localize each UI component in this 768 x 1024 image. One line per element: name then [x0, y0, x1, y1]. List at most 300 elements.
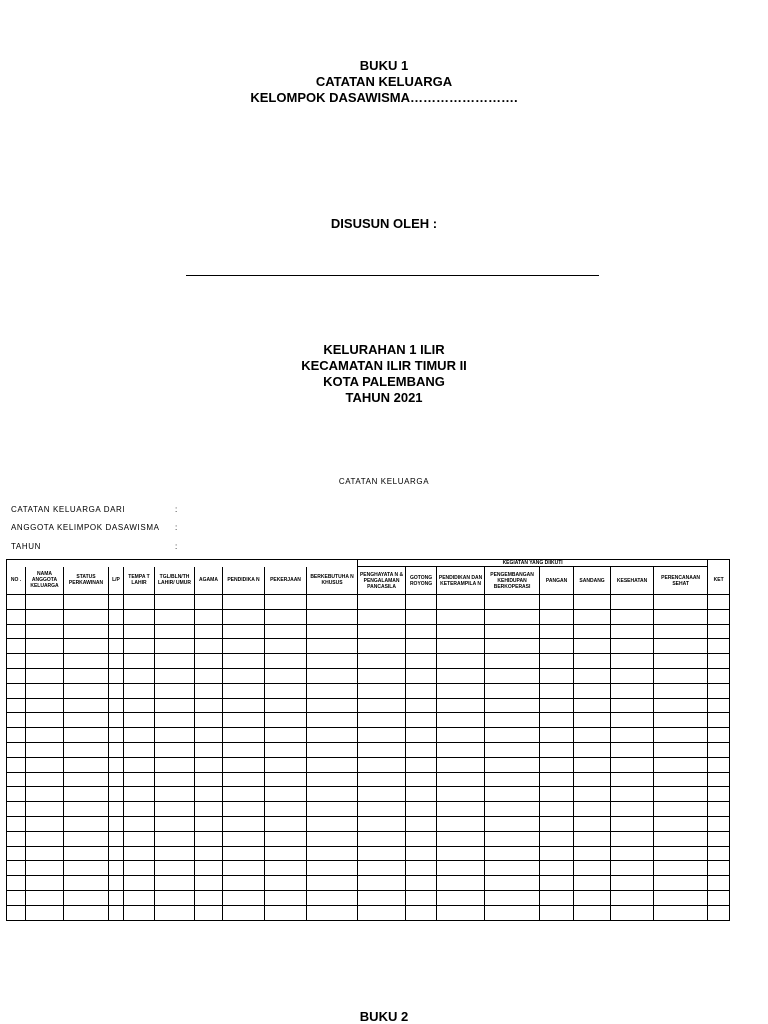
- table-cell[interactable]: [7, 876, 26, 891]
- table-cell[interactable]: [485, 757, 540, 772]
- table-cell[interactable]: [7, 624, 26, 639]
- table-cell[interactable]: [485, 713, 540, 728]
- table-cell[interactable]: [358, 609, 406, 624]
- table-cell[interactable]: [654, 802, 708, 817]
- table-cell[interactable]: [611, 802, 654, 817]
- table-cell[interactable]: [64, 609, 109, 624]
- table-cell[interactable]: [223, 728, 265, 743]
- table-cell[interactable]: [124, 787, 155, 802]
- table-cell[interactable]: [574, 787, 611, 802]
- table-cell[interactable]: [124, 624, 155, 639]
- table-cell[interactable]: [64, 624, 109, 639]
- table-cell[interactable]: [64, 861, 109, 876]
- table-cell[interactable]: [654, 624, 708, 639]
- table-cell[interactable]: [540, 772, 574, 787]
- table-cell[interactable]: [265, 698, 307, 713]
- table-cell[interactable]: [307, 861, 358, 876]
- table-cell[interactable]: [406, 713, 437, 728]
- table-cell[interactable]: [195, 742, 223, 757]
- table-cell[interactable]: [611, 713, 654, 728]
- table-cell[interactable]: [195, 905, 223, 920]
- table-cell[interactable]: [195, 668, 223, 683]
- table-cell[interactable]: [437, 698, 485, 713]
- table-cell[interactable]: [485, 639, 540, 654]
- table-cell[interactable]: [223, 713, 265, 728]
- table-cell[interactable]: [358, 787, 406, 802]
- table-cell[interactable]: [124, 683, 155, 698]
- table-cell[interactable]: [406, 624, 437, 639]
- table-cell[interactable]: [223, 654, 265, 669]
- table-cell[interactable]: [654, 639, 708, 654]
- table-cell[interactable]: [611, 654, 654, 669]
- table-cell[interactable]: [437, 846, 485, 861]
- table-cell[interactable]: [109, 698, 124, 713]
- table-cell[interactable]: [437, 831, 485, 846]
- table-cell[interactable]: [437, 624, 485, 639]
- table-cell[interactable]: [611, 831, 654, 846]
- table-cell[interactable]: [26, 757, 64, 772]
- table-cell[interactable]: [574, 668, 611, 683]
- table-cell[interactable]: [155, 742, 195, 757]
- table-cell[interactable]: [540, 905, 574, 920]
- table-cell[interactable]: [406, 802, 437, 817]
- table-cell[interactable]: [195, 816, 223, 831]
- table-cell[interactable]: [540, 609, 574, 624]
- table-cell[interactable]: [223, 816, 265, 831]
- table-cell[interactable]: [64, 728, 109, 743]
- table-cell[interactable]: [64, 787, 109, 802]
- table-cell[interactable]: [540, 683, 574, 698]
- table-cell[interactable]: [574, 876, 611, 891]
- table-cell[interactable]: [109, 609, 124, 624]
- table-cell[interactable]: [109, 816, 124, 831]
- table-cell[interactable]: [124, 802, 155, 817]
- table-cell[interactable]: [406, 683, 437, 698]
- table-cell[interactable]: [574, 639, 611, 654]
- table-cell[interactable]: [485, 787, 540, 802]
- table-cell[interactable]: [26, 713, 64, 728]
- table-cell[interactable]: [7, 698, 26, 713]
- table-cell[interactable]: [540, 742, 574, 757]
- table-cell[interactable]: [195, 787, 223, 802]
- table-cell[interactable]: [109, 713, 124, 728]
- table-cell[interactable]: [437, 772, 485, 787]
- table-cell[interactable]: [109, 861, 124, 876]
- table-cell[interactable]: [124, 876, 155, 891]
- table-cell[interactable]: [155, 609, 195, 624]
- table-cell[interactable]: [574, 624, 611, 639]
- table-cell[interactable]: [358, 742, 406, 757]
- table-cell[interactable]: [64, 816, 109, 831]
- table-cell[interactable]: [654, 728, 708, 743]
- table-cell[interactable]: [406, 728, 437, 743]
- table-cell[interactable]: [708, 742, 730, 757]
- table-cell[interactable]: [155, 683, 195, 698]
- table-cell[interactable]: [406, 639, 437, 654]
- table-cell[interactable]: [109, 668, 124, 683]
- table-cell[interactable]: [307, 698, 358, 713]
- table-cell[interactable]: [540, 654, 574, 669]
- table-cell[interactable]: [26, 861, 64, 876]
- table-cell[interactable]: [124, 595, 155, 610]
- table-cell[interactable]: [611, 609, 654, 624]
- table-cell[interactable]: [708, 609, 730, 624]
- table-cell[interactable]: [124, 698, 155, 713]
- table-cell[interactable]: [708, 698, 730, 713]
- table-cell[interactable]: [574, 713, 611, 728]
- table-cell[interactable]: [574, 654, 611, 669]
- table-cell[interactable]: [485, 905, 540, 920]
- table-cell[interactable]: [265, 757, 307, 772]
- table-cell[interactable]: [654, 742, 708, 757]
- table-cell[interactable]: [540, 802, 574, 817]
- table-cell[interactable]: [26, 816, 64, 831]
- table-cell[interactable]: [265, 816, 307, 831]
- table-cell[interactable]: [485, 742, 540, 757]
- table-cell[interactable]: [26, 595, 64, 610]
- table-cell[interactable]: [708, 728, 730, 743]
- table-cell[interactable]: [195, 772, 223, 787]
- table-cell[interactable]: [223, 876, 265, 891]
- table-cell[interactable]: [7, 728, 26, 743]
- table-cell[interactable]: [307, 876, 358, 891]
- table-cell[interactable]: [708, 668, 730, 683]
- table-cell[interactable]: [7, 890, 26, 905]
- table-cell[interactable]: [611, 890, 654, 905]
- table-cell[interactable]: [64, 742, 109, 757]
- table-cell[interactable]: [109, 683, 124, 698]
- table-cell[interactable]: [265, 668, 307, 683]
- table-cell[interactable]: [155, 713, 195, 728]
- table-cell[interactable]: [485, 846, 540, 861]
- table-cell[interactable]: [7, 595, 26, 610]
- table-cell[interactable]: [124, 816, 155, 831]
- table-cell[interactable]: [485, 595, 540, 610]
- table-cell[interactable]: [223, 609, 265, 624]
- table-cell[interactable]: [358, 831, 406, 846]
- table-cell[interactable]: [540, 757, 574, 772]
- table-cell[interactable]: [26, 728, 64, 743]
- table-cell[interactable]: [437, 609, 485, 624]
- table-cell[interactable]: [485, 876, 540, 891]
- table-cell[interactable]: [708, 905, 730, 920]
- table-cell[interactable]: [124, 905, 155, 920]
- table-cell[interactable]: [195, 595, 223, 610]
- table-cell[interactable]: [437, 668, 485, 683]
- table-cell[interactable]: [64, 639, 109, 654]
- table-cell[interactable]: [155, 728, 195, 743]
- table-cell[interactable]: [7, 831, 26, 846]
- table-cell[interactable]: [654, 772, 708, 787]
- table-cell[interactable]: [611, 698, 654, 713]
- table-cell[interactable]: [708, 624, 730, 639]
- table-cell[interactable]: [654, 905, 708, 920]
- table-cell[interactable]: [540, 713, 574, 728]
- table-cell[interactable]: [307, 609, 358, 624]
- table-cell[interactable]: [611, 639, 654, 654]
- table-cell[interactable]: [124, 639, 155, 654]
- table-cell[interactable]: [574, 772, 611, 787]
- table-cell[interactable]: [437, 595, 485, 610]
- table-cell[interactable]: [611, 772, 654, 787]
- table-cell[interactable]: [26, 876, 64, 891]
- table-cell[interactable]: [7, 772, 26, 787]
- table-cell[interactable]: [223, 639, 265, 654]
- table-cell[interactable]: [265, 772, 307, 787]
- table-cell[interactable]: [195, 683, 223, 698]
- table-cell[interactable]: [307, 683, 358, 698]
- table-cell[interactable]: [485, 654, 540, 669]
- table-cell[interactable]: [358, 654, 406, 669]
- table-cell[interactable]: [155, 654, 195, 669]
- table-cell[interactable]: [223, 861, 265, 876]
- table-cell[interactable]: [540, 861, 574, 876]
- table-cell[interactable]: [124, 831, 155, 846]
- table-cell[interactable]: [437, 861, 485, 876]
- table-cell[interactable]: [109, 639, 124, 654]
- table-cell[interactable]: [26, 698, 64, 713]
- table-cell[interactable]: [155, 757, 195, 772]
- table-cell[interactable]: [437, 757, 485, 772]
- table-cell[interactable]: [574, 757, 611, 772]
- table-cell[interactable]: [265, 861, 307, 876]
- table-cell[interactable]: [307, 713, 358, 728]
- table-cell[interactable]: [358, 683, 406, 698]
- table-cell[interactable]: [574, 816, 611, 831]
- table-cell[interactable]: [265, 742, 307, 757]
- table-cell[interactable]: [124, 890, 155, 905]
- table-cell[interactable]: [708, 595, 730, 610]
- table-cell[interactable]: [654, 846, 708, 861]
- table-cell[interactable]: [437, 816, 485, 831]
- table-cell[interactable]: [574, 861, 611, 876]
- table-cell[interactable]: [485, 831, 540, 846]
- table-cell[interactable]: [358, 890, 406, 905]
- table-cell[interactable]: [7, 742, 26, 757]
- table-cell[interactable]: [574, 683, 611, 698]
- table-cell[interactable]: [437, 654, 485, 669]
- table-cell[interactable]: [654, 698, 708, 713]
- table-cell[interactable]: [307, 802, 358, 817]
- table-cell[interactable]: [265, 905, 307, 920]
- table-cell[interactable]: [7, 802, 26, 817]
- table-cell[interactable]: [307, 595, 358, 610]
- table-cell[interactable]: [611, 905, 654, 920]
- table-cell[interactable]: [109, 624, 124, 639]
- table-cell[interactable]: [406, 742, 437, 757]
- table-cell[interactable]: [485, 624, 540, 639]
- table-cell[interactable]: [485, 668, 540, 683]
- table-cell[interactable]: [307, 890, 358, 905]
- table-cell[interactable]: [611, 861, 654, 876]
- table-cell[interactable]: [7, 639, 26, 654]
- table-cell[interactable]: [124, 861, 155, 876]
- table-cell[interactable]: [654, 654, 708, 669]
- table-cell[interactable]: [155, 831, 195, 846]
- table-cell[interactable]: [64, 668, 109, 683]
- table-cell[interactable]: [195, 624, 223, 639]
- table-cell[interactable]: [26, 639, 64, 654]
- table-cell[interactable]: [406, 609, 437, 624]
- table-cell[interactable]: [265, 802, 307, 817]
- table-cell[interactable]: [611, 787, 654, 802]
- table-cell[interactable]: [26, 624, 64, 639]
- table-cell[interactable]: [485, 861, 540, 876]
- table-cell[interactable]: [7, 683, 26, 698]
- table-cell[interactable]: [195, 890, 223, 905]
- table-cell[interactable]: [223, 905, 265, 920]
- table-cell[interactable]: [7, 816, 26, 831]
- table-cell[interactable]: [223, 742, 265, 757]
- table-cell[interactable]: [26, 609, 64, 624]
- table-cell[interactable]: [574, 846, 611, 861]
- table-cell[interactable]: [7, 861, 26, 876]
- table-cell[interactable]: [26, 772, 64, 787]
- table-cell[interactable]: [265, 624, 307, 639]
- table-cell[interactable]: [109, 831, 124, 846]
- table-cell[interactable]: [540, 816, 574, 831]
- table-cell[interactable]: [26, 846, 64, 861]
- table-cell[interactable]: [654, 787, 708, 802]
- table-cell[interactable]: [574, 890, 611, 905]
- table-cell[interactable]: [265, 728, 307, 743]
- table-cell[interactable]: [26, 668, 64, 683]
- table-cell[interactable]: [574, 802, 611, 817]
- table-cell[interactable]: [124, 713, 155, 728]
- table-cell[interactable]: [7, 905, 26, 920]
- table-cell[interactable]: [265, 831, 307, 846]
- table-cell[interactable]: [124, 772, 155, 787]
- table-cell[interactable]: [155, 846, 195, 861]
- table-cell[interactable]: [540, 668, 574, 683]
- table-cell[interactable]: [406, 654, 437, 669]
- table-cell[interactable]: [307, 757, 358, 772]
- table-cell[interactable]: [358, 595, 406, 610]
- table-cell[interactable]: [265, 654, 307, 669]
- table-cell[interactable]: [654, 876, 708, 891]
- table-cell[interactable]: [195, 876, 223, 891]
- table-cell[interactable]: [307, 787, 358, 802]
- table-cell[interactable]: [485, 816, 540, 831]
- table-cell[interactable]: [574, 595, 611, 610]
- table-cell[interactable]: [26, 802, 64, 817]
- table-cell[interactable]: [708, 772, 730, 787]
- table-cell[interactable]: [437, 890, 485, 905]
- table-cell[interactable]: [574, 609, 611, 624]
- table-cell[interactable]: [124, 668, 155, 683]
- table-cell[interactable]: [307, 639, 358, 654]
- table-cell[interactable]: [358, 861, 406, 876]
- table-cell[interactable]: [611, 846, 654, 861]
- table-cell[interactable]: [155, 876, 195, 891]
- table-cell[interactable]: [437, 639, 485, 654]
- table-cell[interactable]: [265, 890, 307, 905]
- table-cell[interactable]: [155, 639, 195, 654]
- table-cell[interactable]: [64, 890, 109, 905]
- table-cell[interactable]: [109, 728, 124, 743]
- table-cell[interactable]: [708, 861, 730, 876]
- table-cell[interactable]: [64, 772, 109, 787]
- table-cell[interactable]: [708, 757, 730, 772]
- table-cell[interactable]: [358, 816, 406, 831]
- table-cell[interactable]: [64, 713, 109, 728]
- table-cell[interactable]: [406, 668, 437, 683]
- table-cell[interactable]: [406, 772, 437, 787]
- table-cell[interactable]: [611, 742, 654, 757]
- table-cell[interactable]: [485, 728, 540, 743]
- table-cell[interactable]: [708, 713, 730, 728]
- table-cell[interactable]: [654, 757, 708, 772]
- table-cell[interactable]: [307, 654, 358, 669]
- table-cell[interactable]: [611, 816, 654, 831]
- table-cell[interactable]: [223, 683, 265, 698]
- table-cell[interactable]: [155, 890, 195, 905]
- table-cell[interactable]: [7, 654, 26, 669]
- table-cell[interactable]: [64, 831, 109, 846]
- table-cell[interactable]: [124, 757, 155, 772]
- table-cell[interactable]: [654, 609, 708, 624]
- table-cell[interactable]: [109, 772, 124, 787]
- table-cell[interactable]: [437, 876, 485, 891]
- table-cell[interactable]: [708, 654, 730, 669]
- table-cell[interactable]: [307, 668, 358, 683]
- table-cell[interactable]: [611, 876, 654, 891]
- table-cell[interactable]: [611, 683, 654, 698]
- table-cell[interactable]: [195, 757, 223, 772]
- table-cell[interactable]: [109, 654, 124, 669]
- table-cell[interactable]: [708, 816, 730, 831]
- table-cell[interactable]: [155, 802, 195, 817]
- table-cell[interactable]: [155, 624, 195, 639]
- table-cell[interactable]: [109, 595, 124, 610]
- table-cell[interactable]: [485, 683, 540, 698]
- table-cell[interactable]: [265, 787, 307, 802]
- table-cell[interactable]: [708, 846, 730, 861]
- table-cell[interactable]: [265, 713, 307, 728]
- table-cell[interactable]: [109, 787, 124, 802]
- table-cell[interactable]: [406, 876, 437, 891]
- table-cell[interactable]: [223, 698, 265, 713]
- table-cell[interactable]: [307, 816, 358, 831]
- table-cell[interactable]: [124, 654, 155, 669]
- table-cell[interactable]: [64, 905, 109, 920]
- table-cell[interactable]: [358, 624, 406, 639]
- table-cell[interactable]: [611, 668, 654, 683]
- table-cell[interactable]: [437, 683, 485, 698]
- table-cell[interactable]: [64, 802, 109, 817]
- table-cell[interactable]: [155, 905, 195, 920]
- table-cell[interactable]: [265, 609, 307, 624]
- table-cell[interactable]: [611, 728, 654, 743]
- table-cell[interactable]: [26, 742, 64, 757]
- table-cell[interactable]: [64, 698, 109, 713]
- table-cell[interactable]: [26, 654, 64, 669]
- table-cell[interactable]: [307, 831, 358, 846]
- table-cell[interactable]: [540, 728, 574, 743]
- table-cell[interactable]: [358, 713, 406, 728]
- table-cell[interactable]: [437, 728, 485, 743]
- table-cell[interactable]: [574, 742, 611, 757]
- table-cell[interactable]: [64, 683, 109, 698]
- table-cell[interactable]: [64, 846, 109, 861]
- table-cell[interactable]: [406, 861, 437, 876]
- table-cell[interactable]: [437, 802, 485, 817]
- table-cell[interactable]: [26, 683, 64, 698]
- table-cell[interactable]: [358, 772, 406, 787]
- table-cell[interactable]: [223, 787, 265, 802]
- table-cell[interactable]: [265, 595, 307, 610]
- table-cell[interactable]: [64, 654, 109, 669]
